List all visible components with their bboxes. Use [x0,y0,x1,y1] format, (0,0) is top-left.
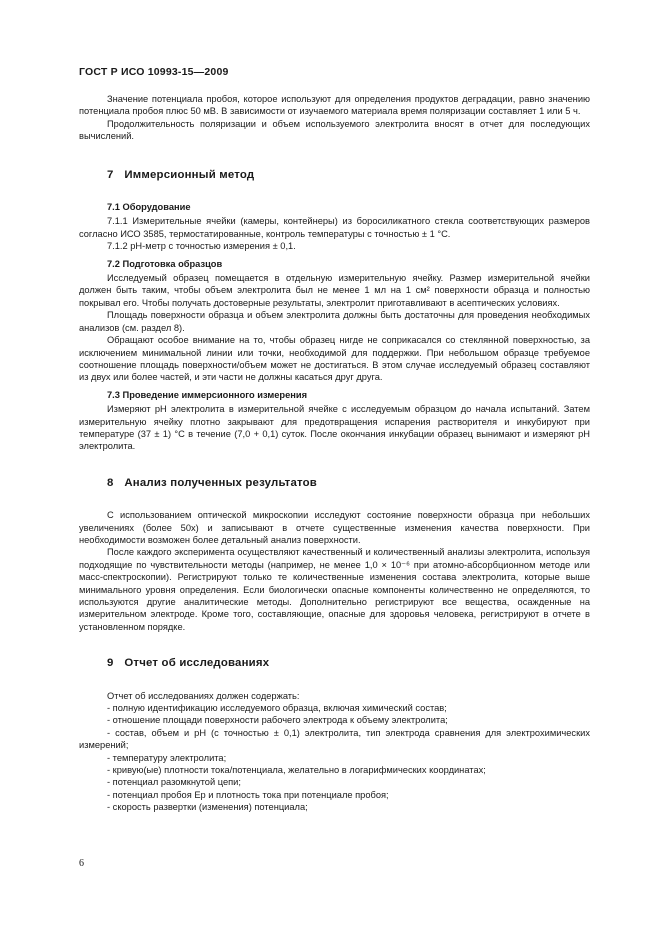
list-item: - кривую(ые) плотности тока/потенциала, желательно в логарифмических координатах; [107,765,486,776]
paragraph: Площадь поверхности образца и объем электролита должны быть достаточны для проведения необходимых анализов (см. раздел 8). [79,310,590,333]
paragraph: С использованием оптической микроскопии исследуют состояние поверхности образца при небольших увеличениях (более 50x) и записывают в отчете существенные изменения качества поверхности. При необходимости возможен более детальный анализ поверхности. [79,510,590,545]
section-heading-9 [107,657,590,669]
paragraph: 7.1.1 Измерительные ячейки (камеры, контейнеры) из боросиликатного стекла соответствующих размеров согласно ИСО 3585, термостатированные, контроль температуры с точностью ± 1 °С. [79,216,590,239]
paragraph: Измеряют рН электролита в измерительной ячейке с исследуемым образцом до начала испытаний. Затем измерительную ячейку плотно закрывают для предотвращения испарения растворителя и инкубируют при температуре (37 ± 1) °С в течение (7,0 + 0,1) суток. После окончания инкубации образец вынимают и измеряют рН электролита. [79,404,590,452]
list-item: - скорость развертки (изменения) потенциала; [107,802,308,813]
paragraph: Отчет об исследованиях должен содержать: [107,690,300,701]
section-heading-7 [107,169,590,181]
subsection-heading-7-2: 7.2 Подготовка образцов [107,258,223,269]
paragraph: Продолжительность поляризации и объем используемого электролита вносят в отчет для последующих вычислений. [79,118,590,142]
page-number: 6 [79,858,84,869]
section-title: Анализ полученных результатов [124,476,317,489]
section-title: Иммерсионный метод [124,168,255,181]
section-title: Отчет об исследованиях [124,657,270,670]
section-number: 7 [107,168,114,181]
paragraph: Обращают особое внимание на то, чтобы образец нигде не соприкасался со стеклянной поверхностью, за исключением минимальной линии или точки, необходимой для поддержки. При небольшом образце требуемое соотношение площадь поверхности/объем может не достигаться. В этом случае исследуемый образец составляют из двух или более частей, и эти части не должны касаться друг друга. [79,335,590,383]
list-item: - потенциал разомкнутой цепи; [107,777,241,788]
list-item: - состав, объем и рН (с точностью ± 0,1) электролита, тип электрода сравнения для электрохимических измерений; [79,727,590,751]
list-item: - полную идентификацию исследуемого образца, включая химический состав; [107,703,447,714]
paragraph: Исследуемый образец помещается в отдельную измерительную ячейку. Размер измерительной ячейки должен быть таким, чтобы объем электролита был не менее 1 мл на 1 см² поверхности образца и полностью покрывал его. Чтобы получать достоверные результаты, электролит приготавливают в асептических условиях. [79,273,590,308]
list-item: - потенциал пробоя Eр и плотность тока при потенциале пробоя; [107,789,389,800]
section-number: 9 [107,657,114,670]
paragraph: После каждого эксперимента осуществляют качественный и количественный анализы электролита, используя подходящие по чувствительности методы (например, не менее 1,0 × 10⁻⁶ при атомно-абсорбционном методе или масс-спектроскопии). Регистрируют только те количественные изменения состава электролита, которые выше минимального уровня определения. Если биологически опасные компоненты количественно не определяются, то используются другие аналитические методы. Дополнительно регистрируют все вещества, осажденные на измерительном электроде. Кроме того, составляющие, опасные для здоровья человека, регистрируют в отчете в установленном порядке. [79,547,590,632]
section-number: 8 [107,476,114,489]
paragraph: Значение потенциала пробоя, которое используют для определения продуктов деградации, равно значению потенциала пробоя плюс 50 мВ. В зависимости от изучаемого материала время поляризации составляет 1 или 5 ч. [79,94,590,117]
subsection-heading-7-1: 7.1 Оборудование [107,202,191,213]
document-header: ГОСТ Р ИСО 10993-15—2009 [79,66,229,78]
section-heading-8 [107,477,590,489]
list-item: - отношение площади поверхности рабочего электрода к объему электролита; [107,715,448,726]
list-item: - температуру электролита; [107,752,227,763]
paragraph: 7.1.2 рН-метр с точностью измерения ± 0,1. [107,241,296,252]
subsection-heading-7-3: 7.3 Проведение иммерсионного измерения [107,389,308,400]
document-body [79,93,590,814]
